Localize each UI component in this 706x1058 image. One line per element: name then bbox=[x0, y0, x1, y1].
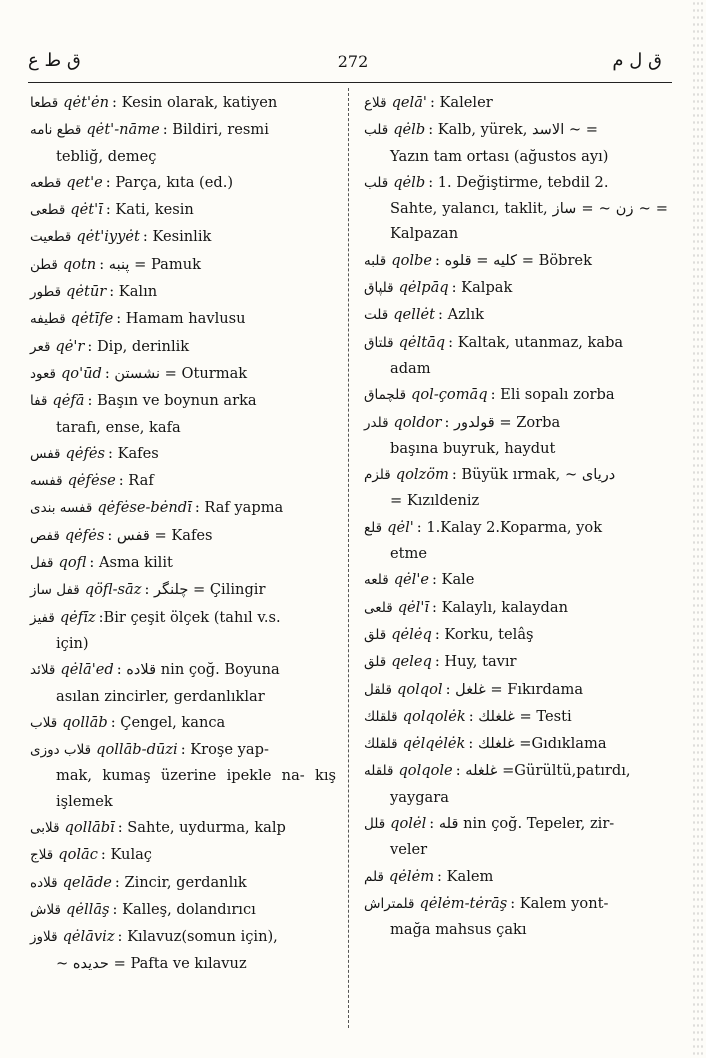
dictionary-entry bbox=[30, 605, 336, 657]
page-number: 272 bbox=[337, 52, 369, 71]
arabic-headword: قلقله bbox=[364, 763, 394, 780]
definition: : نشستن = Oturmak bbox=[104, 364, 248, 382]
transliteration: qėlėm-tėrāş bbox=[419, 894, 508, 912]
entry-first-line bbox=[30, 550, 336, 576]
transliteration: qėlb bbox=[393, 173, 426, 191]
dictionary-entry bbox=[30, 924, 336, 976]
dictionary-entry bbox=[364, 170, 668, 247]
entry-first-line bbox=[30, 657, 336, 683]
dictionary-entry bbox=[364, 864, 668, 890]
transliteration: qėtūr bbox=[66, 283, 107, 301]
entry-first-line bbox=[30, 361, 336, 387]
transliteration: qėt'ī bbox=[70, 201, 103, 219]
dictionary-entry bbox=[30, 441, 336, 467]
transliteration: qollāb-dūzi bbox=[96, 741, 178, 759]
transliteration: qėlėm bbox=[388, 867, 435, 885]
dictionary-entry bbox=[30, 279, 336, 305]
definition: : Eli sopalı zorba bbox=[490, 386, 615, 404]
entry-first-line bbox=[30, 117, 336, 143]
transliteration: qėltāq bbox=[398, 333, 446, 351]
arabic-headword: قلائد bbox=[30, 662, 56, 679]
transliteration: qo'ūd bbox=[60, 364, 102, 382]
transliteration: qėfā bbox=[52, 392, 85, 410]
definition: : Kalleş, dolandırıcı bbox=[112, 900, 256, 918]
entry-first-line bbox=[364, 704, 668, 730]
dictionary-entry bbox=[364, 275, 668, 301]
arabic-headword: قطعی bbox=[30, 202, 66, 219]
dictionary-entry bbox=[364, 330, 668, 382]
arabic-headword: قلتاق bbox=[364, 334, 394, 351]
dictionary-entry bbox=[30, 197, 336, 223]
transliteration: qėlb bbox=[393, 121, 426, 139]
dictionary-entry bbox=[30, 523, 336, 549]
dictionary-entry bbox=[30, 550, 336, 576]
arabic-headword: قطن bbox=[30, 256, 58, 273]
transliteration: qėfės bbox=[65, 444, 106, 462]
definition-continuation: tarafı, ense, kafa bbox=[56, 418, 181, 436]
definition: : Kalb, yürek, الاسد ~ = bbox=[428, 121, 599, 139]
definition: : Kati, kesin bbox=[105, 201, 194, 219]
entry-first-line bbox=[364, 90, 668, 116]
entry-first-line bbox=[364, 758, 668, 784]
dictionary-entry bbox=[364, 90, 668, 116]
entry-first-line bbox=[364, 410, 668, 436]
definition: : Zincir, gerdanlık bbox=[114, 873, 247, 891]
definition: : Kalın bbox=[109, 283, 158, 301]
definition-continuation: adam bbox=[390, 359, 431, 377]
entry-first-line bbox=[30, 815, 336, 841]
definition: : Parça, kıta (ed.) bbox=[105, 173, 234, 191]
definition: : Kesin olarak, katiyen bbox=[112, 94, 278, 111]
transliteration: qėl'e bbox=[393, 571, 429, 589]
arabic-headword: قلقل bbox=[364, 681, 392, 698]
definition: : Huy, tavır bbox=[434, 653, 517, 671]
definition: : Dip, derinlik bbox=[87, 337, 190, 355]
arabic-headword: قلچماق bbox=[364, 387, 407, 404]
entry-first-line bbox=[30, 279, 336, 305]
definition-continuation: = Kızıldeniz bbox=[390, 492, 480, 510]
arabic-headword: قعود bbox=[30, 365, 56, 382]
definition-continuation: tebliğ, demeç bbox=[56, 147, 157, 165]
transliteration: qėt'-nāme bbox=[86, 121, 160, 139]
entry-first-line bbox=[364, 117, 668, 143]
arabic-headword: قلقلك bbox=[364, 736, 398, 753]
entry-first-line bbox=[30, 224, 336, 250]
definition-continuation: başına buyruk, haydut bbox=[390, 439, 556, 457]
dictionary-entry bbox=[364, 758, 668, 810]
arabic-headword: قفس bbox=[30, 445, 61, 462]
definition: : Kılavuz(somun için), bbox=[117, 928, 278, 946]
definition-continuation: mak, kumaş üzerine ipekle na- kış işlemek bbox=[56, 767, 336, 810]
transliteration: qėlėq bbox=[391, 625, 432, 643]
transliteration: qėfėse bbox=[67, 472, 116, 490]
definition: : Korku, telâş bbox=[434, 625, 534, 643]
dictionary-entry bbox=[364, 382, 668, 408]
definition: : غلغل = Fıkırdama bbox=[445, 680, 584, 698]
definition: : Çengel, kanca bbox=[110, 713, 226, 731]
transliteration: qolqole bbox=[398, 762, 453, 780]
arabic-headword: قطیفه bbox=[30, 311, 66, 328]
entry-first-line bbox=[30, 468, 336, 494]
dictionary-entry bbox=[30, 737, 336, 814]
dictionary-entry bbox=[30, 361, 336, 387]
transliteration: qė'r bbox=[55, 337, 85, 355]
transliteration: qėfīz bbox=[59, 608, 96, 626]
definition-continuation: için) bbox=[56, 634, 89, 652]
definition: : Kale bbox=[431, 571, 475, 589]
arabic-headword: قلقلك bbox=[364, 708, 398, 725]
arabic-headword: قلاج bbox=[30, 847, 54, 864]
dictionary-entry bbox=[30, 495, 336, 521]
entry-first-line bbox=[364, 170, 668, 196]
transliteration: qollābī bbox=[64, 819, 115, 837]
arabic-headword: قلمتراش bbox=[364, 895, 415, 912]
definition: :Bir çeşit ölçek (tahıl v.s. bbox=[98, 608, 281, 626]
arabic-headword: قلاب دوزی bbox=[30, 742, 92, 759]
definition-continuation: mağa mahsus çakı bbox=[390, 921, 527, 939]
definition: : قله nin çoğ. Tepeler, zir- bbox=[429, 815, 615, 833]
definition: : Kalpak bbox=[451, 279, 513, 297]
entry-first-line bbox=[364, 811, 668, 837]
dictionary-entry bbox=[30, 710, 336, 736]
entry-first-line bbox=[30, 90, 336, 116]
dictionary-entry bbox=[30, 657, 336, 709]
definition: : Raf yapma bbox=[194, 499, 284, 517]
arabic-headword: قعر bbox=[30, 338, 51, 355]
arabic-headword: قلاش bbox=[30, 901, 61, 918]
entry-first-line bbox=[30, 441, 336, 467]
transliteration: qelā' bbox=[391, 94, 427, 111]
entry-first-line bbox=[30, 710, 336, 736]
definition: : Kalem bbox=[437, 867, 494, 885]
transliteration: qolbe bbox=[391, 251, 433, 269]
entry-first-line bbox=[30, 737, 336, 763]
dictionary-entry bbox=[30, 815, 336, 841]
definition-continuation: asılan zincirler, gerdanlıklar bbox=[56, 687, 265, 705]
transliteration: qolzöm bbox=[395, 466, 449, 484]
definition: : Kafes bbox=[108, 444, 159, 462]
transliteration: qoldor bbox=[393, 413, 442, 431]
entry-first-line bbox=[364, 382, 668, 408]
definition: : قولدور = Zorba bbox=[444, 413, 561, 431]
dictionary-entry bbox=[30, 468, 336, 494]
arabic-headword: قلق bbox=[364, 626, 387, 643]
left-column bbox=[30, 90, 336, 977]
transliteration: qet'e bbox=[66, 173, 103, 191]
definition: : قلاده nin çoğ. Boyuna bbox=[116, 661, 280, 679]
dictionary-entry bbox=[30, 170, 336, 196]
arabic-headword: قلاده bbox=[30, 874, 58, 891]
arabic-headword: قلدر bbox=[364, 414, 389, 431]
transliteration: qöfl-sāz bbox=[84, 581, 142, 599]
entry-first-line bbox=[364, 731, 668, 757]
entry-first-line bbox=[364, 622, 668, 648]
entry-first-line bbox=[30, 870, 336, 896]
page-edge-texture bbox=[692, 0, 704, 1058]
arabic-headword: قفسه bbox=[30, 473, 63, 490]
transliteration: qėlā'ed bbox=[60, 661, 114, 679]
arabic-headword: قلعه bbox=[364, 572, 389, 589]
arabic-headword: قلع bbox=[364, 519, 383, 536]
arabic-headword: قلت bbox=[364, 307, 389, 324]
entry-first-line bbox=[364, 677, 668, 703]
definition: : غلغلك =Gıdıklama bbox=[468, 735, 607, 753]
arabic-headword: قلپاق bbox=[364, 280, 394, 297]
transliteration: qėlpāq bbox=[398, 279, 449, 297]
entry-first-line bbox=[30, 605, 336, 631]
dictionary-entry bbox=[30, 90, 336, 116]
definition: : Büyük ırmak, ~ دریای bbox=[451, 466, 616, 484]
definition: : Başın ve boynun arka bbox=[87, 392, 257, 410]
definition: : 1.Kalay 2.Koparma, yok bbox=[416, 518, 603, 536]
arabic-headword: قفل bbox=[30, 555, 54, 572]
definition-continuation: Yazın tam ortası (ağustos ayı) bbox=[390, 147, 609, 165]
entry-first-line bbox=[30, 334, 336, 360]
dictionary-entry bbox=[30, 252, 336, 278]
entry-first-line bbox=[30, 897, 336, 923]
dictionary-entry bbox=[364, 410, 668, 462]
dictionary-entry bbox=[364, 891, 668, 943]
definition: : Kalaylı, kalaydan bbox=[432, 598, 568, 616]
definition: : Kalem yont- bbox=[510, 894, 609, 912]
arabic-headword: قفل ساز bbox=[30, 582, 80, 599]
definition-continuation: ~ حدیده = Pafta ve kılavuz bbox=[56, 954, 247, 972]
right-column bbox=[364, 90, 668, 944]
entry-first-line bbox=[364, 595, 668, 621]
dictionary-entry bbox=[30, 870, 336, 896]
dictionary-entry bbox=[364, 117, 668, 169]
transliteration: qėtīfe bbox=[70, 310, 114, 328]
dictionary-entry bbox=[364, 731, 668, 757]
header-right-letters: ق ل م bbox=[612, 50, 662, 71]
transliteration: qotn bbox=[62, 255, 97, 273]
header-rule bbox=[28, 82, 672, 83]
definition: : Raf bbox=[118, 472, 154, 490]
transliteration: qolqol bbox=[396, 680, 443, 698]
dictionary-entry bbox=[364, 462, 668, 514]
entry-first-line bbox=[364, 891, 668, 917]
entry-first-line bbox=[30, 924, 336, 950]
entry-first-line bbox=[30, 197, 336, 223]
entry-first-line bbox=[30, 495, 336, 521]
dictionary-entry bbox=[364, 302, 668, 328]
dictionary-entry bbox=[30, 224, 336, 250]
transliteration: qėlqėlėk bbox=[402, 735, 466, 753]
arabic-headword: قفسه بندی bbox=[30, 500, 93, 517]
arabic-headword: قطعا bbox=[30, 95, 59, 111]
arabic-headword: قلب bbox=[364, 174, 389, 191]
dictionary-entry bbox=[30, 117, 336, 169]
entry-first-line bbox=[30, 388, 336, 414]
transliteration: qelāde bbox=[62, 873, 112, 891]
definition: : Kaltak, utanmaz, kaba bbox=[448, 333, 624, 351]
entry-first-line bbox=[364, 275, 668, 301]
dictionary-entry bbox=[364, 622, 668, 648]
definition: : غلغلك = Testi bbox=[468, 707, 572, 725]
transliteration: qėt'ėn bbox=[63, 94, 110, 111]
definition: : قفس = Kafes bbox=[107, 526, 213, 544]
arabic-headword: قطور bbox=[30, 284, 62, 301]
transliteration: qėl' bbox=[387, 518, 414, 536]
arabic-headword: قفص bbox=[30, 527, 60, 544]
dictionary-entry bbox=[30, 334, 336, 360]
entry-first-line bbox=[30, 577, 336, 603]
dictionary-entry bbox=[30, 388, 336, 440]
entry-first-line bbox=[364, 462, 668, 488]
entry-first-line bbox=[30, 252, 336, 278]
entry-first-line bbox=[30, 523, 336, 549]
dictionary-entry bbox=[364, 567, 668, 593]
entry-first-line bbox=[364, 649, 668, 675]
definition: : Kulaç bbox=[100, 846, 152, 864]
arabic-headword: قلاب bbox=[30, 714, 58, 731]
transliteration: qolāc bbox=[58, 846, 98, 864]
transliteration: qėllāş bbox=[66, 900, 110, 918]
arabic-headword: قلاوز bbox=[30, 929, 58, 946]
arabic-headword: قلل bbox=[364, 816, 386, 833]
arabic-headword: قلاع bbox=[364, 95, 387, 111]
definition: : Sahte, uydurma, kalp bbox=[117, 819, 286, 837]
entry-first-line bbox=[364, 248, 668, 274]
entry-first-line bbox=[364, 567, 668, 593]
entry-first-line bbox=[364, 515, 668, 541]
arabic-headword: قطعه bbox=[30, 174, 62, 191]
transliteration: qol-çomāq bbox=[411, 386, 488, 404]
arabic-headword: قلعی bbox=[364, 599, 393, 616]
definition-continuation: Sahte, yalancı, taklit, زن ~ = ساز ~ = Kalpazan bbox=[390, 200, 669, 243]
definition: : Kesinlik bbox=[142, 228, 212, 246]
dictionary-entry bbox=[30, 577, 336, 603]
dictionary-entry bbox=[364, 248, 668, 274]
definition: : غلغله =Gürültü,patırdı, bbox=[455, 762, 631, 780]
definition: : Kaleler bbox=[429, 94, 493, 111]
definition: : چلنگر = Çilingir bbox=[144, 581, 266, 599]
transliteration: qėt'iyyėt bbox=[76, 228, 140, 246]
dictionary-entry bbox=[364, 704, 668, 730]
transliteration: qolėl bbox=[390, 815, 427, 833]
definition: : پنبه = Pamuk bbox=[99, 255, 201, 273]
header-left-letters: ق ط ع bbox=[28, 50, 81, 71]
dictionary-entry bbox=[364, 595, 668, 621]
definition: : Hamam havlusu bbox=[116, 310, 246, 328]
dictionary-entry bbox=[364, 515, 668, 567]
arabic-headword: قطعیت bbox=[30, 229, 72, 246]
transliteration: qeleq bbox=[391, 653, 432, 671]
dictionary-entry bbox=[30, 897, 336, 923]
dictionary-entry bbox=[364, 677, 668, 703]
definition: : Kroşe yap- bbox=[180, 741, 269, 759]
definition: : Azlık bbox=[438, 306, 484, 324]
definition: : Asma kilit bbox=[89, 554, 173, 572]
definition-continuation: veler bbox=[390, 841, 428, 859]
transliteration: qolqolėk bbox=[402, 707, 466, 725]
definition: : 1. Değiştirme, tebdil 2. bbox=[428, 173, 609, 191]
transliteration: qofl bbox=[58, 554, 87, 572]
arabic-headword: قلب bbox=[364, 122, 389, 139]
arabic-headword: قفا bbox=[30, 393, 48, 410]
dictionary-entry bbox=[364, 649, 668, 675]
arabic-headword: قلبه bbox=[364, 252, 387, 269]
arabic-headword: قلق bbox=[364, 654, 387, 671]
column-divider bbox=[348, 88, 349, 1028]
dictionary-entry bbox=[30, 306, 336, 332]
dictionary-entry bbox=[364, 811, 668, 863]
entry-first-line bbox=[30, 170, 336, 196]
transliteration: qėlāviz bbox=[62, 928, 115, 946]
transliteration: qėfės bbox=[64, 526, 105, 544]
entry-first-line bbox=[364, 330, 668, 356]
entry-first-line bbox=[364, 302, 668, 328]
transliteration: qollāb bbox=[62, 713, 108, 731]
arabic-headword: قلابی bbox=[30, 820, 60, 837]
entry-first-line bbox=[30, 842, 336, 868]
transliteration: qėl'ī bbox=[397, 598, 430, 616]
arabic-headword: قلزم bbox=[364, 467, 391, 484]
arabic-headword: قطع نامه bbox=[30, 122, 82, 139]
dictionary-entry bbox=[30, 842, 336, 868]
transliteration: qėfėse-bėndī bbox=[97, 499, 192, 517]
arabic-headword: قفیز bbox=[30, 609, 55, 626]
arabic-headword: قلم bbox=[364, 868, 384, 885]
entry-first-line bbox=[364, 864, 668, 890]
transliteration: qellėt bbox=[393, 306, 436, 324]
entry-first-line bbox=[30, 306, 336, 332]
definition: : کلیه = قلوه = Böbrek bbox=[435, 251, 592, 269]
definition-continuation: etme bbox=[390, 545, 427, 563]
definition: : Bildiri, resmi bbox=[162, 121, 269, 139]
definition-continuation: yaygara bbox=[390, 788, 449, 806]
